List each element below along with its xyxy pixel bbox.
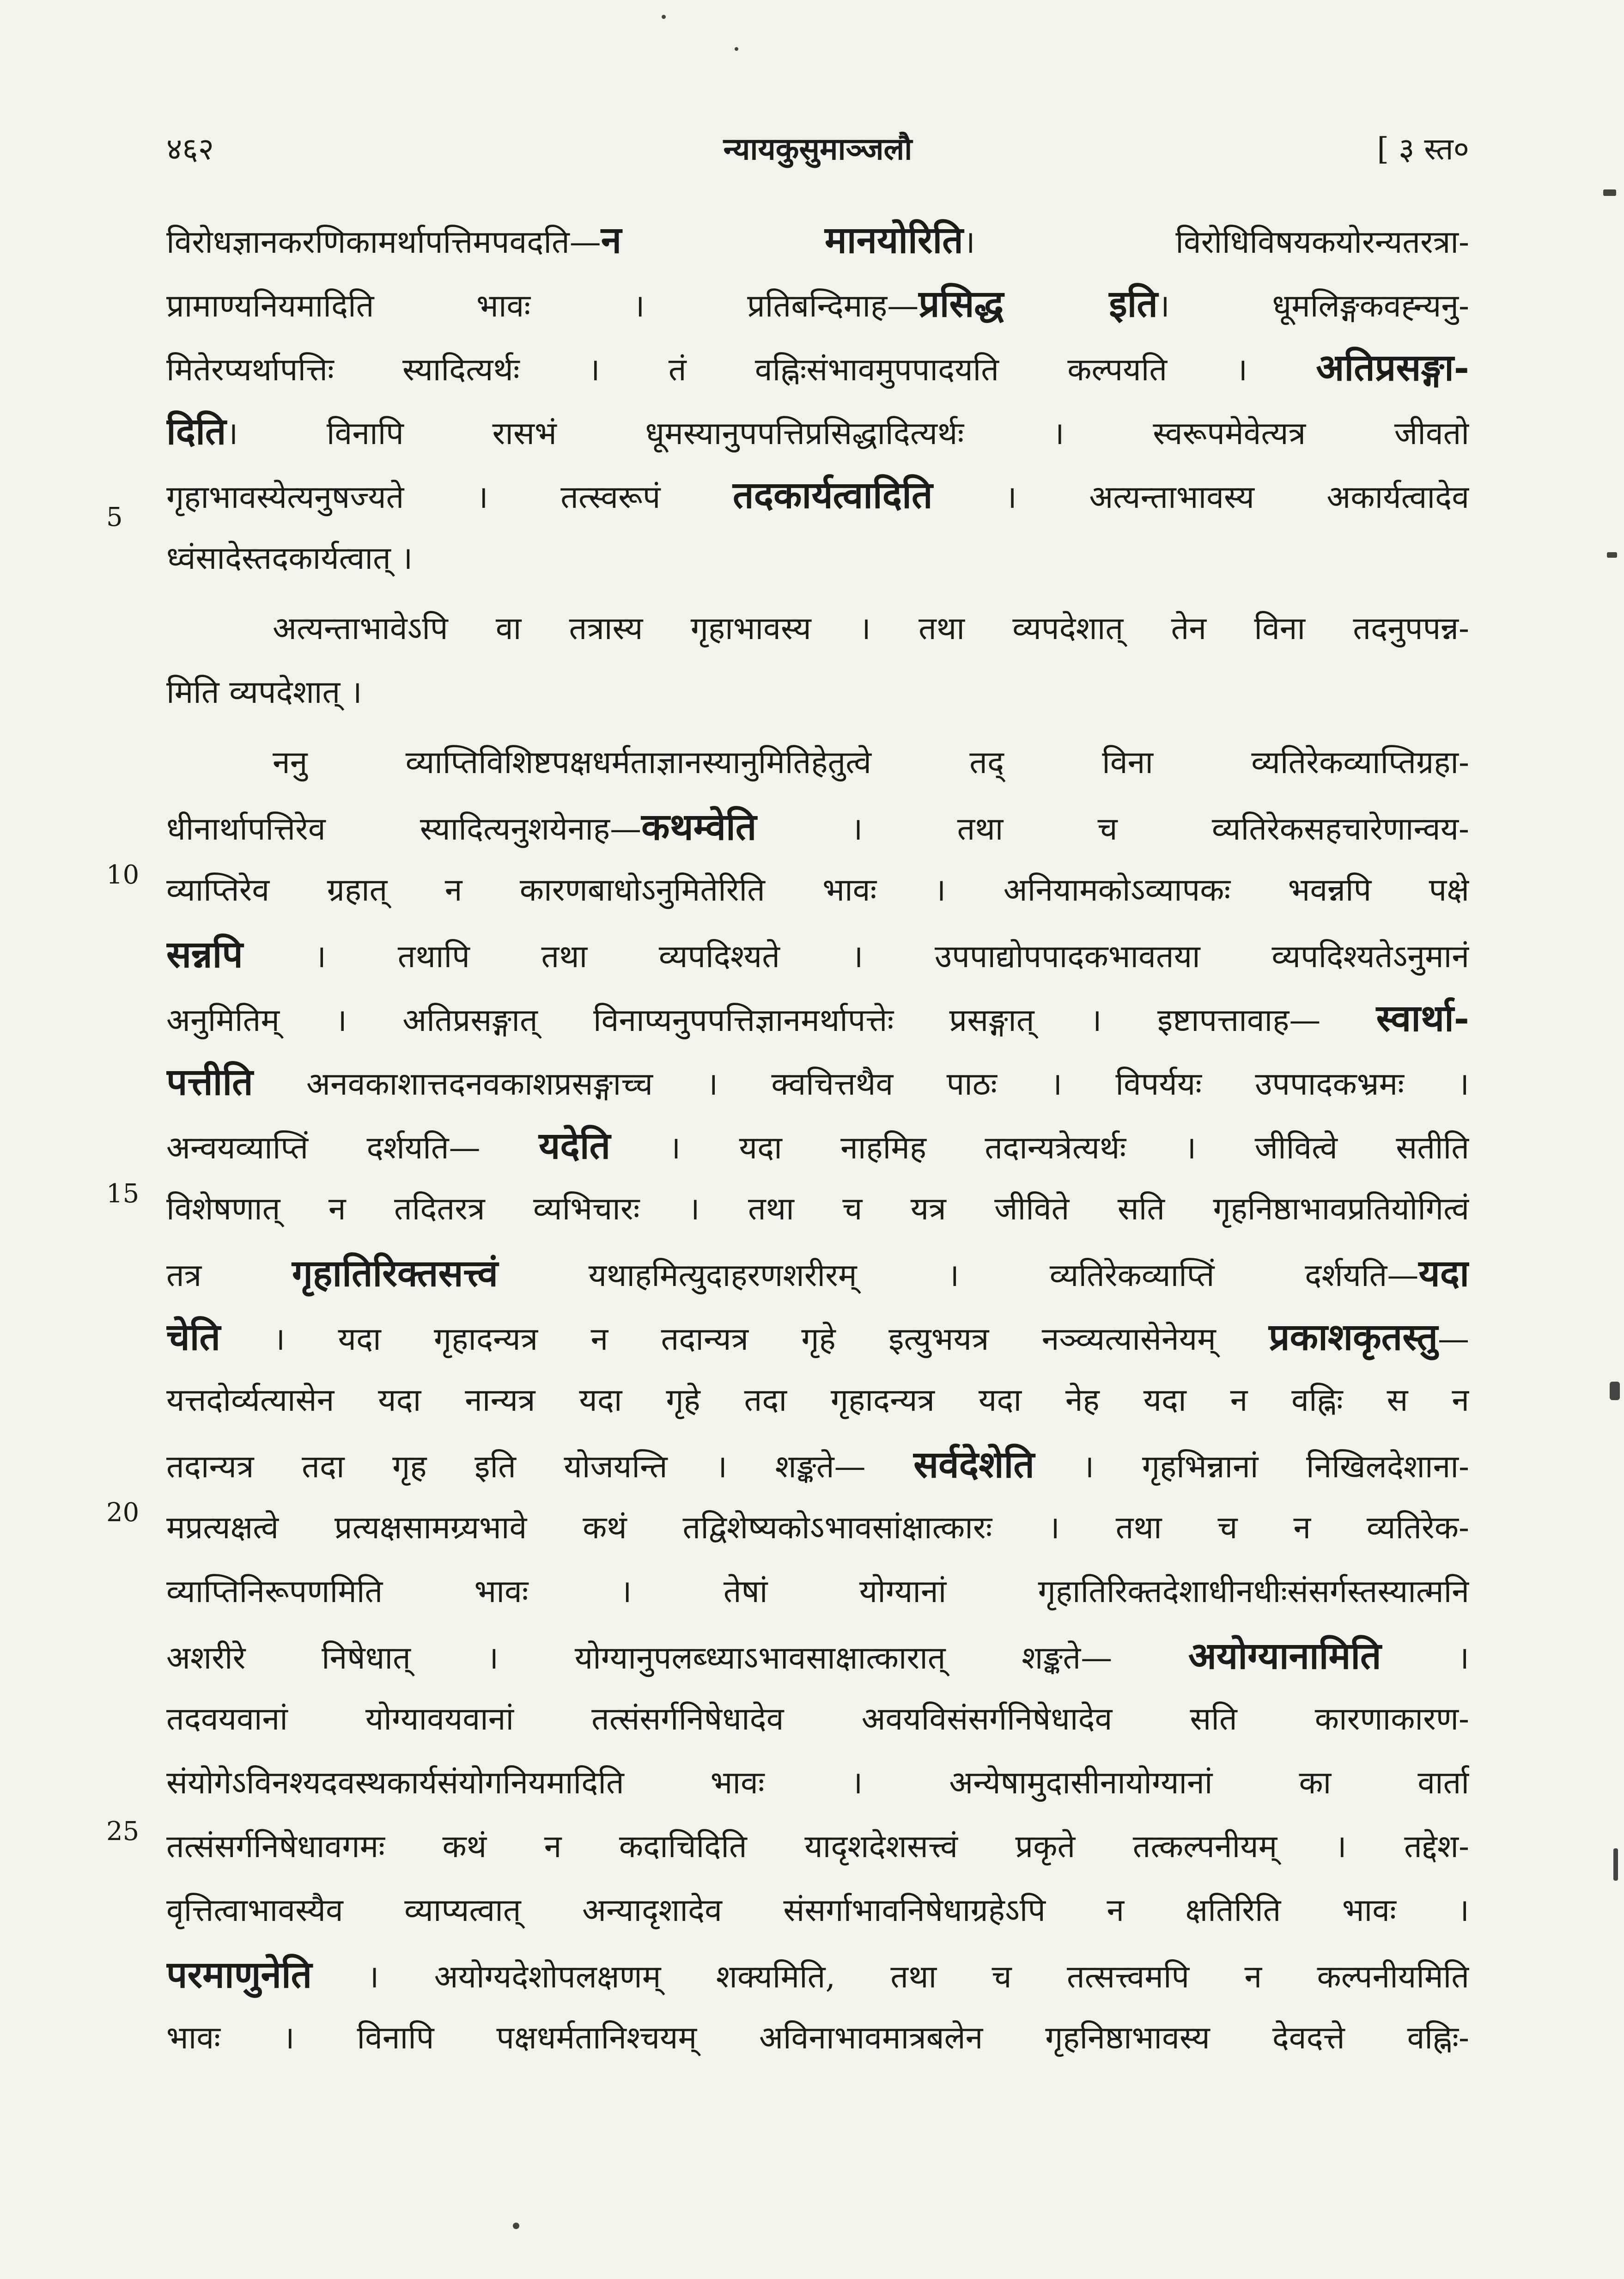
text-line — [166, 463, 1469, 527]
text-line — [166, 335, 1469, 399]
page-number: ४६२ — [166, 131, 214, 167]
text-line — [166, 1688, 1469, 1751]
text-line — [166, 922, 1469, 986]
text-line — [166, 859, 1469, 922]
bold-pratika: यदा — [1418, 1251, 1469, 1295]
text-segment: । तथापि तथा व्यपदिश्यते । उपपाद्योपपादकभावतया व्यपदिश्यतेऽनुमानं — [243, 938, 1469, 975]
section-marker: [ ३ स्त० — [1377, 131, 1469, 167]
text-segment: । तथा च व्यतिरेकसहचारेणान्वय- — [756, 811, 1469, 847]
text-line — [166, 1751, 1469, 1815]
text-segment: मिति व्यपदेशात् । — [166, 674, 362, 711]
text-line — [166, 1624, 1469, 1688]
text-line — [166, 1241, 1469, 1305]
bold-pratika: सर्वदेशेति — [913, 1443, 1034, 1486]
margin-mark — [1610, 1382, 1620, 1400]
text-segment: तदवयवानां योग्यावयवानां तत्संसर्गनिषेधादेव अवयविसंसर्गनिषेधादेव सति कारणाकारण- — [166, 1701, 1469, 1737]
text-segment: । यदा नाहमिह तदान्यत्रेत्यर्थः । जीवित्वे सतीति — [610, 1130, 1469, 1166]
text-line — [166, 1050, 1469, 1114]
text-line — [166, 1496, 1469, 1560]
bold-pratika: स्वार्था- — [1376, 996, 1469, 1040]
ink-dot — [735, 47, 738, 51]
bold-pratika: चेति — [166, 1315, 221, 1359]
bold-pratika: कथम्वेति — [641, 805, 757, 848]
text-segment: तत्संसर्गनिषेधावगमः कथं न कदाचिदिति यादृशदेशसत्त्वं प्रकृते तत्कल्पनीयम् । तद्देश- — [166, 1828, 1469, 1865]
bold-pratika: यदेति — [539, 1124, 611, 1167]
bold-pratika: अतिप्रसङ्गा- — [1316, 346, 1469, 389]
bold-pratika: प्रकाशकृतस्तु — [1269, 1315, 1438, 1359]
page-header — [166, 127, 1469, 178]
text-segment: । — [1381, 1640, 1469, 1676]
line-number: 25 — [106, 1816, 140, 1846]
text-line — [166, 597, 1469, 661]
text-segment: ध्वंसादेस्तदकार्यत्वात् । — [166, 540, 413, 577]
bold-pratika: अयोग्यानामिति — [1188, 1634, 1381, 1677]
text-segment: तदान्यत्र तदा गृह इति योजयन्ति । शङ्कते— — [166, 1449, 914, 1485]
bold-pratika: परमाणुनेति — [166, 1953, 312, 1996]
text-line — [166, 731, 1469, 795]
text-segment: व्याप्तिनिरूपणमिति भावः । तेषां योग्यानां गृहातिरिक्तदेशाधीनधीःसंसर्गस्तस्यात्मनि — [166, 1573, 1469, 1610]
text-line — [166, 1560, 1469, 1624]
ink-dot — [662, 15, 666, 19]
text-segment: अन्वयव्याप्तिं दर्शयति— — [166, 1130, 539, 1166]
text-segment: अनुमितिम् । अतिप्रसङ्गात् विनाप्यनुपपत्तिज्ञानमर्थापत्तेः प्रसङ्गात् । इष्टापत्तावाह— — [166, 1002, 1376, 1039]
text-segment: । विनापि रासभं धूमस्यानुपपत्तिप्रसिद्धादित्यर्थः । स्वरूपमेवेत्यत्र जीवतो — [226, 415, 1469, 452]
bold-pratika: सन्नपि — [166, 932, 243, 976]
text-segment: यत्तदोर्व्यत्यासेन यदा नान्यत्र यदा गृहे तदा गृहादन्यत्र यदा नेह यदा न वह्निः स न — [166, 1382, 1469, 1419]
bold-pratika: न मानयोरिति — [601, 218, 963, 262]
text-line — [166, 208, 1469, 272]
text-segment: धीनार्थापत्तिरेव स्यादित्यनुशयेनाह— — [166, 811, 642, 847]
bold-pratika: प्रसिद्ध इति — [918, 282, 1158, 325]
text-line — [166, 1432, 1469, 1496]
text-line — [166, 1815, 1469, 1879]
ink-dot — [513, 2223, 519, 2229]
bold-pratika: तदकार्यत्वादिति — [732, 473, 933, 517]
line-number: 5 — [106, 502, 123, 532]
text-line — [166, 272, 1469, 335]
text-segment: भावः । विनापि पक्षधर्मतानिश्चयम् अविनाभावमात्रबलेन गृहनिष्ठाभावस्य देवदत्ते वह्निः- — [166, 2020, 1469, 2056]
text-line — [166, 1879, 1469, 1943]
text-line — [166, 1177, 1469, 1241]
running-title: न्यायकुसुमाञ्जलौ — [723, 131, 912, 167]
text-segment: अनवकाशात्तदनवकाशप्रसङ्गाच्च । क्वचित्तथैव पाठः । विपर्ययः उपपादकभ्रमः । — [253, 1066, 1469, 1103]
text-segment: । धूमलिङ्गकवह्न्यनु- — [1157, 288, 1469, 324]
text-segment: मितेरप्यर्थापत्तिः स्यादित्यर्थः । तं वह्निःसंभावमुपपादयति कल्पयति । — [166, 352, 1316, 388]
text-segment: । अत्यन्ताभावस्य अकार्यत्वादेव — [932, 479, 1469, 516]
text-segment: व्याप्तिरेव ग्रहात् न कारणबाधोऽनुमितेरिति भावः । अनियामकोऽव्यापकः भवन्नपि पक्षे — [166, 872, 1469, 908]
margin-mark — [1613, 1848, 1618, 1881]
text-segment: विरोधज्ञानकरणिकामर्थापत्तिमपवदति— — [166, 224, 601, 261]
text-segment: । विरोधिविषयकयोरन्यतरत्रा- — [963, 224, 1469, 261]
text-line — [166, 986, 1469, 1050]
text-segment: प्रामाण्यनियमादिति भावः । प्रतिबन्दिमाह— — [166, 288, 919, 324]
margin-mark — [1603, 189, 1616, 196]
text-line — [166, 527, 1469, 591]
text-segment: । गृहभिन्नानां निखिलदेशाना- — [1034, 1449, 1469, 1485]
text-segment: वृत्तित्वाभावस्यैव व्याप्यत्वात् अन्यादृशादेव संसर्गाभावनिषेधाग्रहेऽपि न क्षतिरिति भावः । — [166, 1892, 1469, 1929]
margin-mark — [1607, 552, 1617, 558]
text-line — [166, 399, 1469, 463]
line-number: 20 — [106, 1498, 140, 1528]
bold-pratika: पत्तीति — [166, 1060, 253, 1103]
text-line — [166, 1943, 1469, 2006]
text-segment: गृहाभावस्येत्यनुषज्यते । तत्स्वरूपं — [166, 479, 733, 516]
text-segment: — — [1438, 1321, 1469, 1358]
line-number: 10 — [106, 860, 140, 890]
text-segment: यथाहमित्युदाहरणशरीरम् । व्यतिरेकव्याप्तिं दर्शयति— — [498, 1257, 1419, 1294]
text-segment: ननु व्याप्तिविशिष्टपक्षधर्मताज्ञानस्यानुमितिहेतुत्वे तद् विना व्यतिरेकव्याप्तिग्रहा- — [273, 744, 1469, 781]
text-segment: मप्रत्यक्षत्वे प्रत्यक्षसामग्र्यभावे कथं तद्विशेष्यकोऽभावसांक्षात्कारः । तथा च न व्यतिरेक- — [166, 1510, 1469, 1546]
text-segment: । अयोग्यदेशोपलक्षणम् शक्यमिति, तथा च तत्सत्त्वमपि न कल्पनीयमिति — [312, 1959, 1469, 1995]
text-segment: संयोगेऽविनश्यदवस्थकार्यसंयोगनियमादिति भावः । अन्येषामुदासीनायोग्यानां का वार्ता — [166, 1765, 1469, 1801]
text-segment: विशेषणात् न तदितरत्र व्यभिचारः । तथा च यत्र जीविते सति गृहनिष्ठाभावप्रतियोगित्वं — [166, 1191, 1469, 1227]
text-line — [166, 1305, 1469, 1369]
line-number: 15 — [106, 1179, 140, 1209]
bold-pratika: गृहातिरिक्तसत्त्वं — [292, 1251, 498, 1295]
text-line — [166, 1114, 1469, 1177]
text-line — [166, 1369, 1469, 1432]
text-segment: तत्र — [166, 1257, 292, 1294]
bold-pratika: दिति — [166, 409, 226, 453]
text-line — [166, 795, 1469, 859]
text-line — [166, 2006, 1469, 2070]
text-segment: अत्यन्ताभावेऽपि वा तत्रास्य गृहाभावस्य । तथा व्यपदेशात् तेन विना तदनुपपन्न- — [273, 610, 1469, 647]
text-segment: अशरीरे निषेधात् । योग्यानुपलब्ध्याऽभावसाक्षात्कारात् शङ्कते— — [166, 1640, 1188, 1676]
commentary-body — [166, 208, 1469, 2070]
text-segment: । यदा गृहादन्यत्र न तदान्यत्र गृहे इत्युभयत्र नञ्व्यत्यासेनेयम् — [220, 1321, 1269, 1358]
text-line — [166, 661, 1469, 725]
